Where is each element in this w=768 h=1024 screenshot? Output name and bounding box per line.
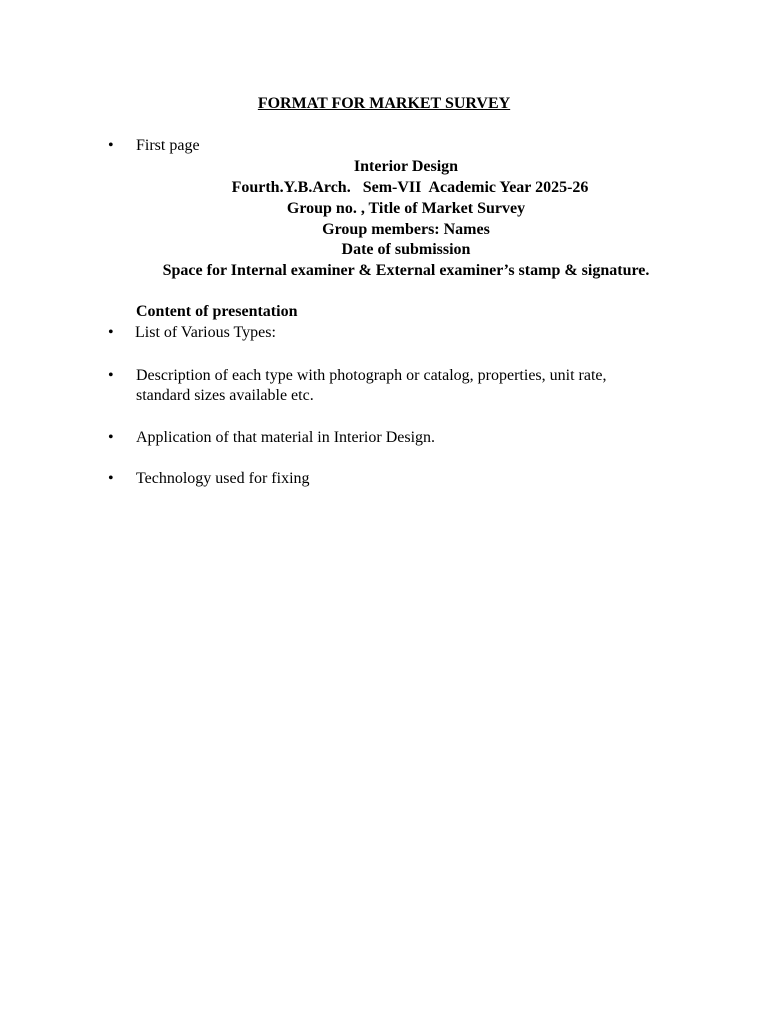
list-item xyxy=(108,366,688,406)
content-heading: Content of presentation xyxy=(136,303,298,320)
bullet-icon: • xyxy=(108,367,114,384)
first-page-line-group: Group no. , Title of Market Survey xyxy=(286,200,526,217)
list-item-text xyxy=(136,366,688,406)
first-page-line-date: Date of submission xyxy=(341,241,471,258)
first-page-line-class: Fourth.Y.B.Arch. Sem-VII Academic Year 2025-26 xyxy=(231,179,589,196)
list-item-text-line: Description of each type with photograph or catalog, properties, unit rate, xyxy=(136,367,607,384)
list-item xyxy=(108,428,688,448)
list-item-text: Application of that material in Interior Design. xyxy=(136,429,436,446)
list-item-text-line: standard sizes available etc. xyxy=(136,387,314,404)
bullet-icon: • xyxy=(108,137,114,154)
bullet-icon: • xyxy=(108,470,114,487)
list-item xyxy=(108,323,688,343)
list-item-label: First page xyxy=(136,137,200,154)
bullet-icon: • xyxy=(108,429,114,446)
list-item xyxy=(108,469,688,489)
list-item-first-page xyxy=(108,136,688,156)
list-item-text: Technology used for fixing xyxy=(136,470,310,487)
bullet-icon: • xyxy=(108,324,114,341)
list-item-text: List of Various Types: xyxy=(135,324,276,341)
document-title: FORMAT FOR MARKET SURVEY xyxy=(257,95,511,112)
first-page-line-subject: Interior Design xyxy=(353,158,459,175)
first-page-line-members: Group members: Names xyxy=(322,221,490,238)
first-page-line-signature: Space for Internal examiner & External examiner’s stamp & signature. xyxy=(162,262,650,279)
